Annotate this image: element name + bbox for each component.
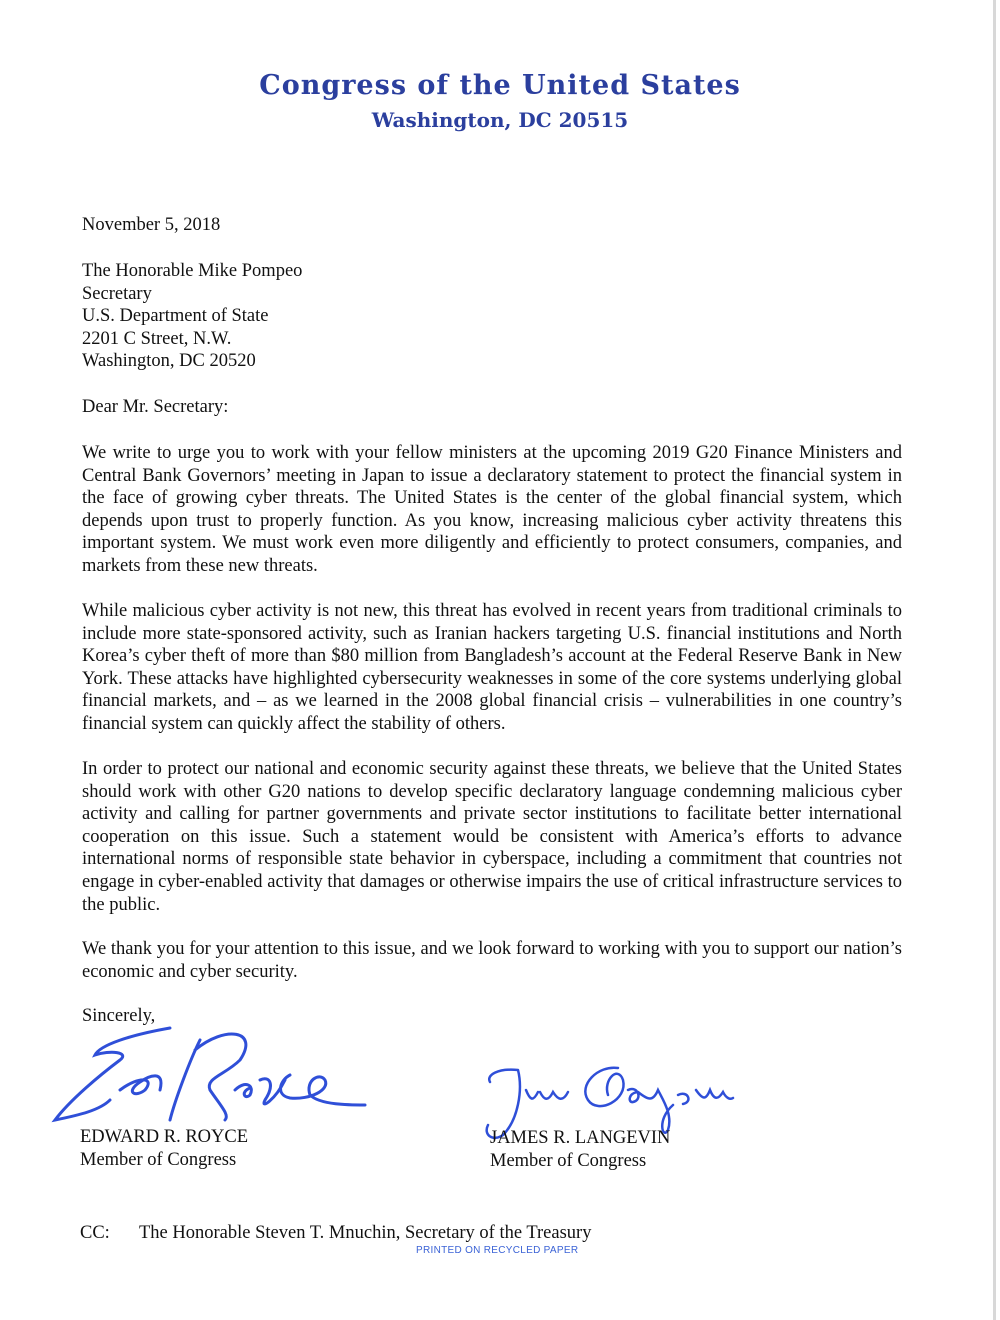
royce-signature-image [50, 1020, 370, 1130]
signer-royce [80, 1126, 248, 1171]
letterhead-address: Washington, DC 20515 [371, 108, 629, 132]
recipient-line: U.S. Department of State [82, 306, 269, 327]
cc-label: CC: [80, 1223, 110, 1243]
recipient-block [82, 260, 302, 373]
recipient-line: 2201 C Street, N.W. [82, 328, 232, 349]
recipient-line: The Honorable Mike Pompeo [82, 261, 303, 281]
signer-title: Member of Congress [490, 1150, 647, 1171]
signer-langevin [490, 1127, 670, 1172]
page-edge [993, 0, 996, 1320]
salutation: Dear Mr. Secretary: [82, 397, 229, 417]
body-paragraph: In order to protect our national and economic security against these threats, we believe that the United States should work with other G20 nations to develop specific declaratory language condemning malicious cyber activity and calling for partner governments and private sector institutions to facilitate better international cooperation on this issue. Such a statement would be consistent with America’s efforts to advance international norms of responsible state behavior in cyberspace, including a commitment that countries not engage in cyber-enabled activity that damages or otherwise impairs the use of critical infrastructure services to the public. [82, 759, 902, 915]
letterhead-title: Congress of the United States [259, 70, 741, 101]
body-paragraph: We write to urge you to work with your fellow ministers at the upcoming 2019 G20 Finance Ministers and Central Bank Governors’ meeting in Japan to issue a declaratory statement to protect the financial system in the face of growing cyber threats. The United States is the center of the global financial system, which depends upon trust to properly function. As you know, increasing malicious cyber activity threatens this important system. We must work even more diligently and efficiently to protect consumers, companies, and markets from these new threats. [82, 443, 902, 576]
recipient-line: Secretary [82, 283, 152, 304]
body-paragraph: While malicious cyber activity is not new, this threat has evolved in recent years from traditional criminals to include more state-sponsored activity, such as Iranian hackers targeting U.S. financial institutions and North Korea’s cyber theft of more than $80 million from Bangladesh’s account at the Federal Reserve Bank in New York. These attacks have highlighted cybersecurity weaknesses in some of the core systems underlying global financial markets, and – as we learned in the 2008 global financial crisis – vulnerabilities in one country’s financial system can quickly affect the stability of others. [82, 601, 902, 734]
body-paragraph: We thank you for your attention to this issue, and we look forward to working with you to support our nation’s economic and cyber security. [82, 939, 902, 982]
signer-name: JAMES R. LANGEVIN [490, 1128, 671, 1148]
letter-date: November 5, 2018 [82, 215, 221, 235]
closing: Sincerely, [82, 1006, 156, 1026]
cc-recipient: The Honorable Steven T. Mnuchin, Secretary of the Treasury [139, 1223, 592, 1243]
signer-name: EDWARD R. ROYCE [80, 1127, 249, 1147]
recipient-line: Washington, DC 20520 [82, 351, 256, 372]
signer-title: Member of Congress [80, 1149, 237, 1170]
recycled-paper-note: PRINTED ON RECYCLED PAPER [416, 1245, 579, 1256]
